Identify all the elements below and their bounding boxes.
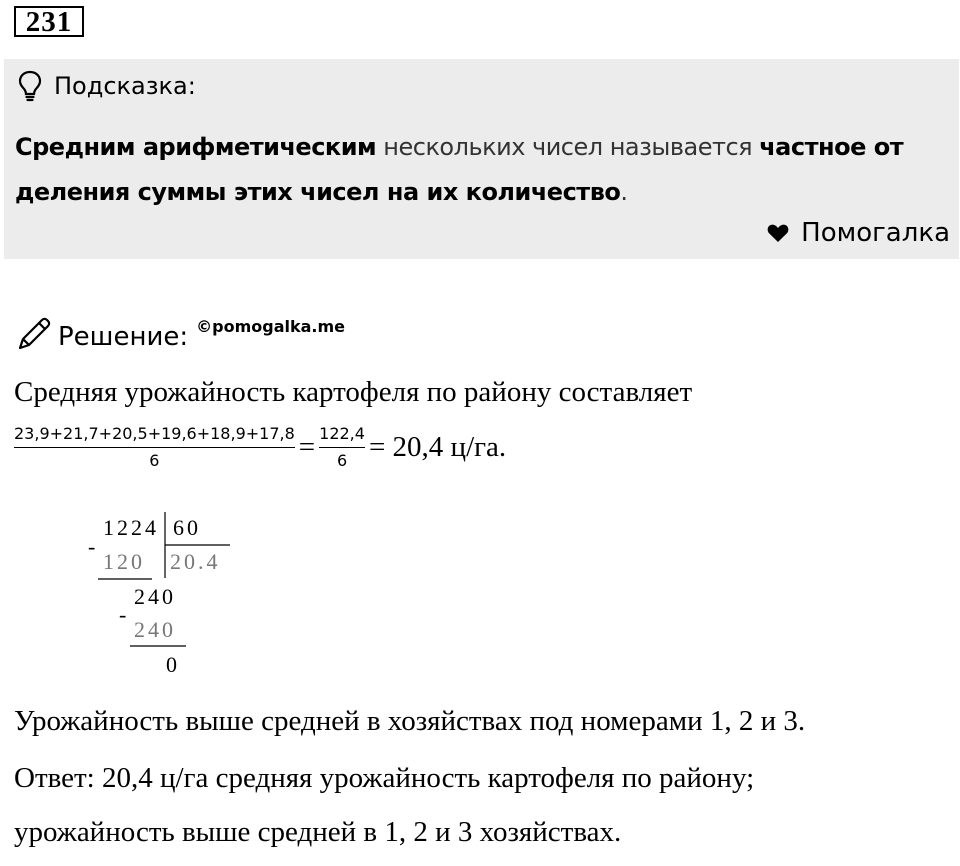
brand-name: Помогалка — [801, 218, 950, 248]
solution-line-1: Средняя урожайность картофеля по району составляет — [14, 376, 693, 408]
division-divisor: 60 — [173, 515, 201, 540]
hint-title: Подсказка: — [54, 72, 196, 100]
solution-line-2: Урожайность выше средней в хозяйствах под номерами 1, 2 и 3. — [14, 705, 806, 737]
answer-line-2: урожайность выше средней в 1, 2 и 3 хозяйствах. — [14, 816, 622, 848]
fraction-total-numerator: 122,4 — [319, 424, 365, 443]
copyright: ©pomogalka.me — [196, 317, 346, 336]
division-remainder-1: 240 — [134, 584, 176, 609]
task-number: 231 — [14, 6, 84, 37]
division-dividend: 1224 — [103, 515, 159, 540]
division-quotient: 20.4 — [170, 549, 221, 574]
fraction-total-denominator: 6 — [336, 451, 348, 470]
division-subtrahend-2: 240 — [134, 617, 176, 642]
division-final-remainder: 0 — [166, 652, 180, 677]
equation-result: = 20,4 ц/га. — [368, 431, 507, 463]
hint-text-end: . — [620, 178, 628, 206]
fraction-sum-denominator: 6 — [149, 451, 160, 470]
answer-line-1: Ответ: 20,4 ц/га средняя урожайность картофеля по району; — [14, 762, 755, 794]
hint-text-middle: нескольких чисел называется — [376, 133, 760, 161]
hint-definition: частное от деления суммы этих чисел на их количество — [15, 133, 904, 206]
fraction-sum-numerator: 23,9+21,7+20,5+19,6+18,9+17,8 — [14, 424, 295, 443]
minus-sign: - — [88, 534, 99, 559]
minus-sign: - — [119, 602, 130, 627]
hint-term: Средним арифметическим — [15, 133, 377, 161]
division-subtrahend-1: 120 — [103, 549, 145, 574]
equals-sign: = — [298, 431, 316, 463]
solution-label: Решение: — [58, 322, 189, 352]
